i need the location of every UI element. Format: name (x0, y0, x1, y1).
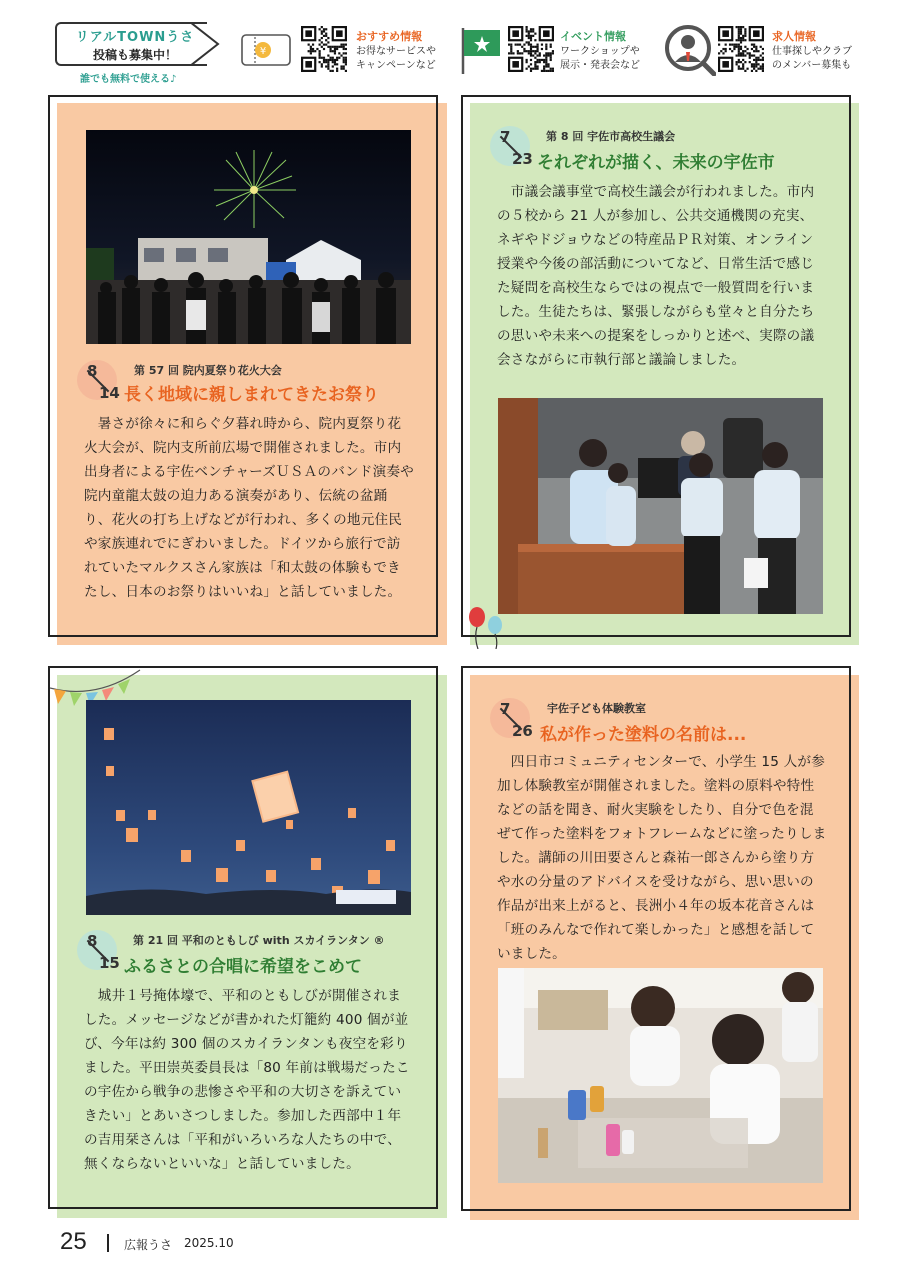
article-lanterns-title: ふるさとの合唱に希望をこめて (124, 957, 362, 977)
footer-divider (107, 1234, 109, 1252)
qr-code-event[interactable] (508, 26, 554, 72)
date-badge-fireworks (77, 360, 129, 412)
paint-photo (498, 968, 823, 1183)
article-fireworks-subtitle: 第 57 回 院内夏祭り花火大会 (134, 364, 282, 377)
date-badge-paint (490, 698, 542, 750)
article-council-subtitle: 第 8 回 宇佐市高校生議会 (546, 130, 676, 143)
category-desc-event: ワークショップや 展示・発表会など (560, 46, 640, 71)
issue-date: 2025.10 (184, 1236, 234, 1250)
date-day: 23 (512, 150, 533, 168)
article-paint-subtitle: 宇佐子ども体験教室 (547, 702, 646, 715)
realtown-title: リアルTOWNうさ (75, 30, 195, 45)
article-fireworks-body: 暑さが徐々に和らぐ夕暮れ時から、院内夏祭り花火大会が、院内支所前広場で開催されました。市内出身者による宇佐ベンチャーズＵＳＡのバンド演奏や院内童龍太鼓の迫力ある演奏があり、伝統の盆踊り、花火の打ち上げなどが行われ、多くの地元住民や家族連れでにぎわいました。ドイツから旅行で訪れていたマルクスさん家族は「和太鼓の体験もできたし、日本のお祭りはいいね」と話していました。 (84, 416, 414, 600)
date-month: 7 (500, 128, 511, 146)
date-badge-council (490, 126, 542, 178)
article-paint-body: 四日市コミュニティセンターで、小学生 15 人が参加し体験教室が開催されました。塗料の原料や特性などの話を聞き、耐火実験をしたり、自分で色を混ぜて作った塗料をフォトフレームなどに塗ったりしました。講師の川田要さんと森祐一郎さんから塗り方や水の分量のアドバイスを受けながら、思い思いの作品が出来上がると、長洲小４年の坂本花音さんは「班のみんなで作れて楽しかった」と感想を話していました。 (497, 754, 827, 962)
article-fireworks-title: 長く地域に親しまれてきたお祭り (124, 385, 379, 405)
realtown-subtitle: 投稿も募集中！ (92, 48, 177, 62)
category-title-recommend: おすすめ情報 (356, 30, 423, 43)
publication-name: 広報うさ (124, 1238, 173, 1252)
fireworks-photo (86, 130, 411, 344)
realtown-note: 誰でも無料で使える♪ (80, 74, 177, 85)
page-number: 25 (60, 1228, 87, 1255)
date-month: 8 (87, 362, 98, 380)
article-council-title: それぞれが描く、未来の宇佐市 (537, 153, 775, 173)
coupon-icon (241, 34, 291, 66)
person-search-icon (664, 24, 716, 76)
council-photo (498, 398, 823, 614)
category-desc-jobs: 仕事探しやクラブ のメンバー募集も (772, 46, 852, 71)
date-day: 26 (512, 722, 533, 740)
article-paint-title: 私が作った塗料の名前は... (540, 725, 747, 745)
date-month: 8 (87, 932, 98, 950)
article-lanterns-body: 城井１号掩体壕で、平和のともしびが開催されました。メッセージなどが書かれた灯籠約 400 個が並び、今年は約 300 個のスカイランタンも夜空を彩りました。平田崇英委員長は「80 年前は戦場だったこの宇佐から戦争の悲惨さや平和の大切さを訴えていきたい」とあいさつしました。参加した西部中１年の吉用栞さんは「平和がいろいろな人たちの中で、無くならないといいな」と話していました。 (84, 988, 410, 1172)
category-title-event: イベント情報 (560, 30, 626, 43)
article-council-body: 市議会議事堂で高校生議会が行われました。市内の５校から 21 人が参加し、公共交通機関の充実、ネギやドジョウなどの特産品ＰＲ対策、オンライン授業や今後の部活動についてなど、日常生活で感じた疑問を高校生ならではの視点で一般質問を行いました。生徒たちは、緊張しながらも堂々と自分たちの思いや未来への提案をしっかりと述べ、実際の議会さながらに市執行部と議論しました。 (497, 184, 815, 368)
article-lanterns-subtitle: 第 21 回 平和のともしび with スカイランタン ® (133, 934, 385, 947)
flag-icon (460, 26, 502, 76)
category-title-jobs: 求人情報 (772, 30, 816, 43)
page-header (0, 0, 902, 92)
date-day: 15 (99, 954, 120, 972)
qr-code-recommend[interactable] (301, 26, 347, 72)
qr-code-jobs[interactable] (718, 26, 764, 72)
balloons-icon (466, 605, 508, 649)
date-day: 14 (99, 384, 120, 402)
date-badge-lanterns (77, 930, 129, 982)
lanterns-photo (86, 700, 411, 915)
category-desc-recommend: お得なサービスや キャンペーンなど (356, 46, 436, 71)
date-month: 7 (500, 700, 511, 718)
svg-text:¥: ¥ (259, 46, 267, 57)
